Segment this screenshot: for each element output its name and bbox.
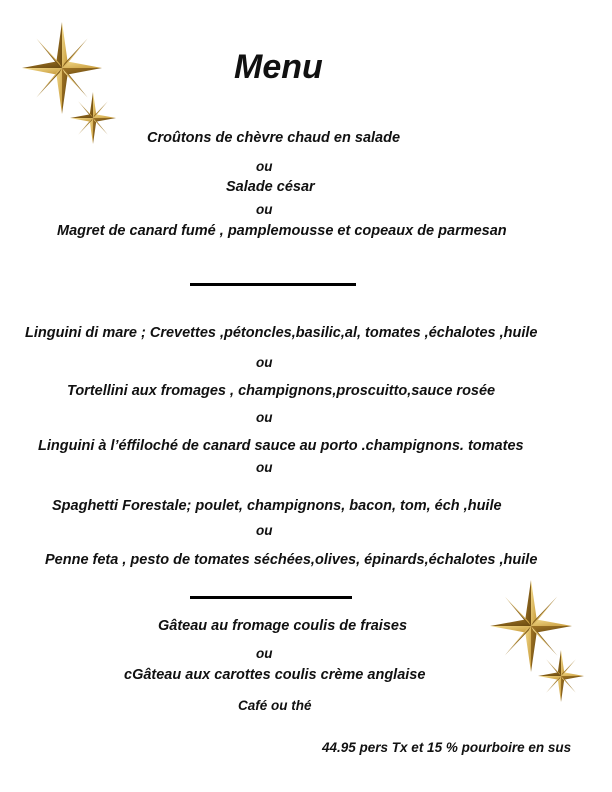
menu-item: Linguini di mare ; Crevettes ,pétoncles,basilic,al, tomates ,échalotes ,huile — [25, 325, 538, 341]
menu-item: Magret de canard fumé , pamplemousse et copeaux de parmesan — [57, 223, 507, 239]
menu-item: Spaghetti Forestale; poulet, champignons, bacon, tom, éch ,huile — [52, 498, 502, 514]
or-separator: ou — [256, 202, 273, 217]
menu-item: Salade césar — [226, 179, 315, 195]
menu-item: Gâteau au fromage coulis de fraises — [158, 618, 408, 634]
or-separator: ou — [256, 646, 273, 661]
or-separator: ou — [256, 355, 273, 370]
or-separator: ou — [256, 460, 273, 475]
gold-star-icon — [70, 92, 116, 144]
or-separator: ou — [256, 410, 273, 425]
or-separator: ou — [256, 159, 273, 174]
or-separator: ou — [256, 523, 273, 538]
gold-star-icon — [538, 650, 584, 702]
menu-item: Linguini à l’éffiloché de canard sauce au porto .champignons. tomates — [38, 438, 524, 454]
price-line: 44.95 pers Tx et 15 % pourboire en sus — [322, 740, 572, 755]
section-divider — [190, 596, 352, 599]
menu-item: Tortellini aux fromages , champignons,proscuitto,sauce rosée — [67, 383, 496, 399]
menu-item: Croûtons de chèvre chaud en salade — [147, 130, 401, 146]
menu-item: cGâteau aux carottes coulis crème anglaise — [124, 667, 426, 683]
drinks-line: Café ou thé — [238, 698, 312, 713]
section-divider — [190, 283, 356, 286]
menu-item: Penne feta , pesto de tomates séchées,olives, épinards,échalotes ,huile — [45, 552, 538, 568]
page-title: Menu — [234, 48, 323, 86]
